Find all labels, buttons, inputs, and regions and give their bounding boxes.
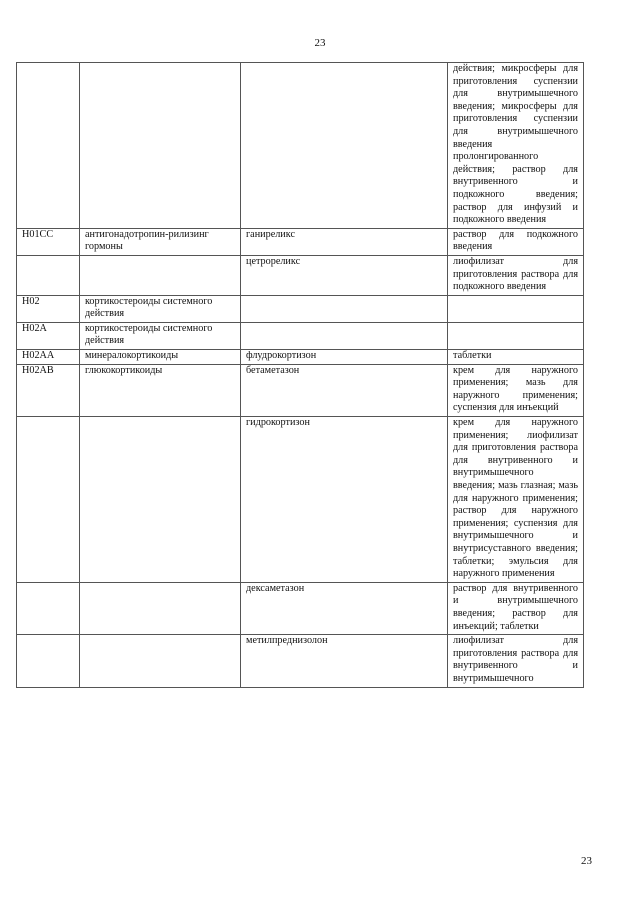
drug-name-cell: цетрореликс: [241, 255, 448, 295]
anatomical-group-cell: глюкокортикоиды: [80, 364, 241, 416]
dosage-forms-cell: [448, 322, 584, 349]
atc-code-cell: H02A: [17, 322, 80, 349]
dosage-forms-cell: действия; микросферы для приготовления суспензии для внутримышечного введения; микросферы для приготовления суспензии для внутримышечного введения пролонгированного действия; раствор для внутривенного и подкожного введения; раствор для инфузий и подкожного введения: [448, 63, 584, 229]
drug-name-cell: [241, 322, 448, 349]
table-row: [17, 63, 584, 229]
table-row: [17, 417, 584, 583]
anatomical-group-cell: [80, 635, 241, 687]
atc-code-cell: [17, 635, 80, 687]
table-row: [17, 635, 584, 687]
anatomical-group-cell: [80, 63, 241, 229]
drug-name-cell: [241, 295, 448, 322]
dosage-forms-cell: крем для наружного применения; мазь для наружного применения; суспензия для инъекций: [448, 364, 584, 416]
drug-name-cell: гидрокортизон: [241, 417, 448, 583]
dosage-forms-cell: [448, 295, 584, 322]
anatomical-group-cell: минералокортикоиды: [80, 350, 241, 365]
drug-list-table: [16, 62, 584, 688]
atc-code-cell: [17, 582, 80, 634]
drug-name-cell: бетаметазон: [241, 364, 448, 416]
table-row: [17, 364, 584, 416]
table-row: [17, 322, 584, 349]
table-row: [17, 255, 584, 295]
dosage-forms-cell: лиофилизат для приготовления раствора для подкожного введения: [448, 255, 584, 295]
atc-code-cell: [17, 63, 80, 229]
anatomical-group-cell: [80, 582, 241, 634]
atc-code-cell: [17, 417, 80, 583]
anatomical-group-cell: кортикостероиды системного действия: [80, 295, 241, 322]
page-number-top: 23: [314, 37, 326, 49]
atc-code-cell: [17, 255, 80, 295]
table-row: [17, 582, 584, 634]
drug-name-cell: флудрокортизон: [241, 350, 448, 365]
drug-name-cell: метилпреднизолон: [241, 635, 448, 687]
table-row: [17, 228, 584, 255]
drug-name-cell: [241, 63, 448, 229]
table-row: [17, 295, 584, 322]
drug-name-cell: дексаметазон: [241, 582, 448, 634]
atc-code-cell: H01CC: [17, 228, 80, 255]
atc-code-cell: H02AA: [17, 350, 80, 365]
dosage-forms-cell: таблетки: [448, 350, 584, 365]
dosage-forms-cell: крем для наружного применения; лиофилизат для приготовления раствора для внутривенного и внутримышечного введения; мазь глазная; мазь для наружного применения; раствор для наружного применения; суспензия для внутримышечного и внутрисуставного введения; таблетки; эмульсия для наружного применения: [448, 417, 584, 583]
anatomical-group-cell: [80, 417, 241, 583]
anatomical-group-cell: кортикостероиды системного действия: [80, 322, 241, 349]
dosage-forms-cell: раствор для подкожного введения: [448, 228, 584, 255]
dosage-forms-cell: лиофилизат для приготовления раствора для внутривенного и внутримышечного: [448, 635, 584, 687]
anatomical-group-cell: антигонадотропин-рилизинг гормоны: [80, 228, 241, 255]
drug-name-cell: ганиреликс: [241, 228, 448, 255]
atc-code-cell: H02AB: [17, 364, 80, 416]
anatomical-group-cell: [80, 255, 241, 295]
dosage-forms-cell: раствор для внутривенного и внутримышечного введения; раствор для инъекций; таблетки: [448, 582, 584, 634]
page-number-bottom: 23: [581, 855, 592, 867]
atc-code-cell: H02: [17, 295, 80, 322]
table-row: [17, 350, 584, 365]
